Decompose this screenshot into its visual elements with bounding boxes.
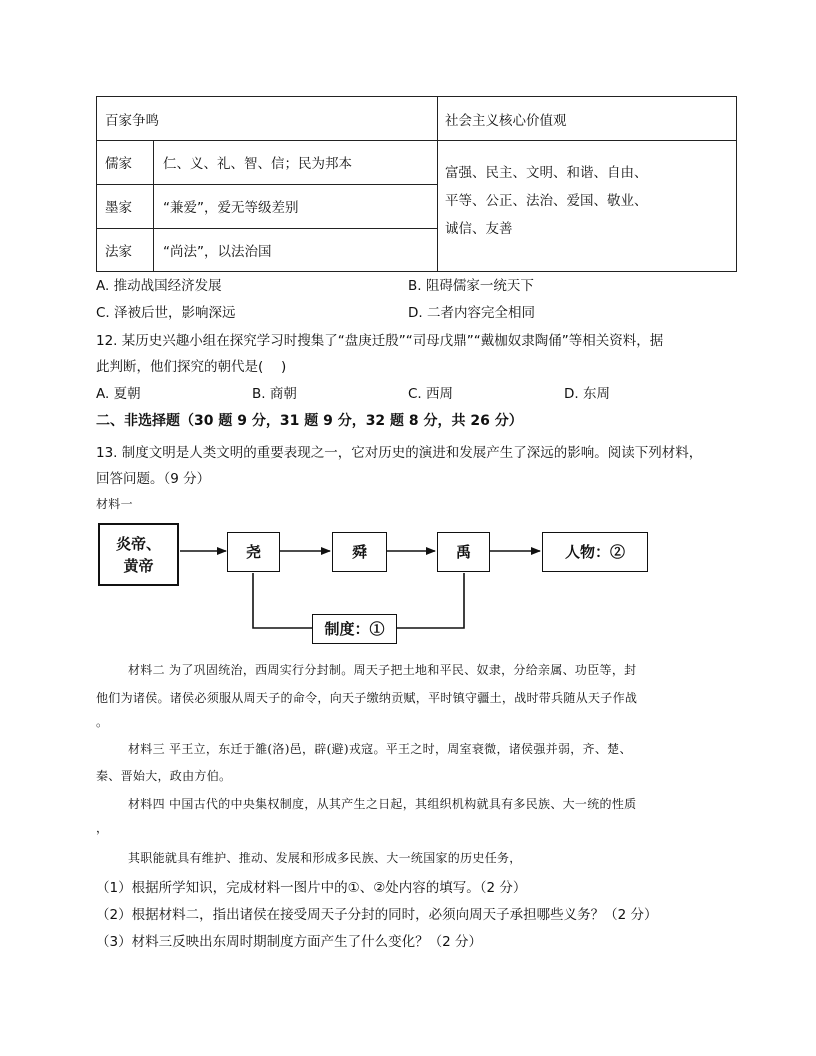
table-cell-school: 墨家 [105,200,132,216]
question-12-text: 12. 某历史兴趣小组在探究学习时搜集了“盘庚迁殷”“司母戊鼎”“戴枷奴隶陶俑”等相关资料，据 [96,333,664,349]
question-12-text: 此判断，他们探究的朝代是( ) [96,359,287,375]
values-line: 平等、公正、法治、爱国、敬业、 [445,193,648,209]
material-2-text: 。 [96,715,109,729]
material-3-text: 材料三 平王立，东迁于雒(洛)邑，辟(避)戎寇。平王之时，周室衰微，诸侯强并弱，齐、楚、 [128,742,632,756]
table-cell-content: “兼爱”，爱无等级差别 [163,200,299,216]
box-system: 制度：① [312,614,397,644]
material-4-text: ， [96,821,109,835]
table-header-right: 社会主义核心价值观 [445,112,567,129]
option-a[interactable]: A. 夏朝 [96,386,141,402]
values-line: 诚信、友善 [445,221,513,237]
material-2-text: 他们为诸侯。诸侯必须服从周天子的命令，向天子缴纳贡赋，平时镇守疆土，战时带兵随从天子作战 [96,691,638,705]
material-1-label: 材料一 [96,497,133,511]
box-yu: 禹 [437,532,490,572]
material-3-text: 秦、晋始大，政由方伯。 [96,769,232,783]
table-header-left: 百家争鸣 [105,112,159,129]
option-c[interactable]: C. 泽被后世，影响深远 [96,305,236,321]
option-d[interactable]: D. 东周 [564,386,610,402]
table-cell-content: “尚法”，以法治国 [163,243,272,260]
material-4-text: 材料四 中国古代的中央集权制度，从其产生之日起，其组织机构就具有多民族、大一统的性质 [128,797,637,811]
option-a[interactable]: A. 推动战国经济发展 [96,278,222,294]
box-person: 人物：② [542,532,648,572]
table-cell-school: 儒家 [105,156,132,172]
material-2-text: 材料二 为了巩固统治，西周实行分封制。周天子把土地和平民、奴隶，分给亲属、功臣等，封 [128,663,637,677]
box-yao: 尧 [227,532,280,572]
option-d[interactable]: D. 二者内容完全相同 [408,305,535,321]
bracket-line [397,573,464,628]
box-text: 黄帝 [123,556,154,575]
sub-question-1: （1）根据所学知识，完成材料一图片中的①、②处内容的填写。（2 分） [96,880,527,896]
box-text: 炎帝、 [115,534,161,553]
question-13-text: 回答问题。（9 分） [96,471,211,487]
option-c[interactable]: C. 西周 [408,386,454,402]
box-shun: 舜 [332,532,387,572]
section-title: 二、非选择题（30 题 9 分，31 题 9 分，32 题 8 分，共 26 分） [96,413,523,429]
material-4-text: 其职能就具有维护、推动、发展和形成多民族、大一统国家的历史任务， [128,851,522,865]
sub-question-3: （3）材料三反映出东周时期制度方面产生了什么变化？（2 分） [96,934,482,950]
option-b[interactable]: B. 商朝 [252,386,297,402]
question-13-text: 13. 制度文明是人类文明的重要表现之一，它对历史的演进和发展产生了深远的影响。阅读下列材料， [96,445,703,461]
box-yan-huang [98,523,179,586]
table-cell-school: 法家 [105,243,132,260]
bracket-line [253,573,312,628]
values-line: 富强、民主、文明、和谐、自由、 [445,165,648,181]
option-b[interactable]: B. 阻碍儒家一统天下 [408,278,534,294]
sub-question-2: （2）根据材料二，指出诸侯在接受周天子分封的同时，必须向周天子承担哪些义务？（2 分） [96,907,658,923]
table-cell-content: 仁、义、礼、智、信；民为邦本 [163,156,352,172]
